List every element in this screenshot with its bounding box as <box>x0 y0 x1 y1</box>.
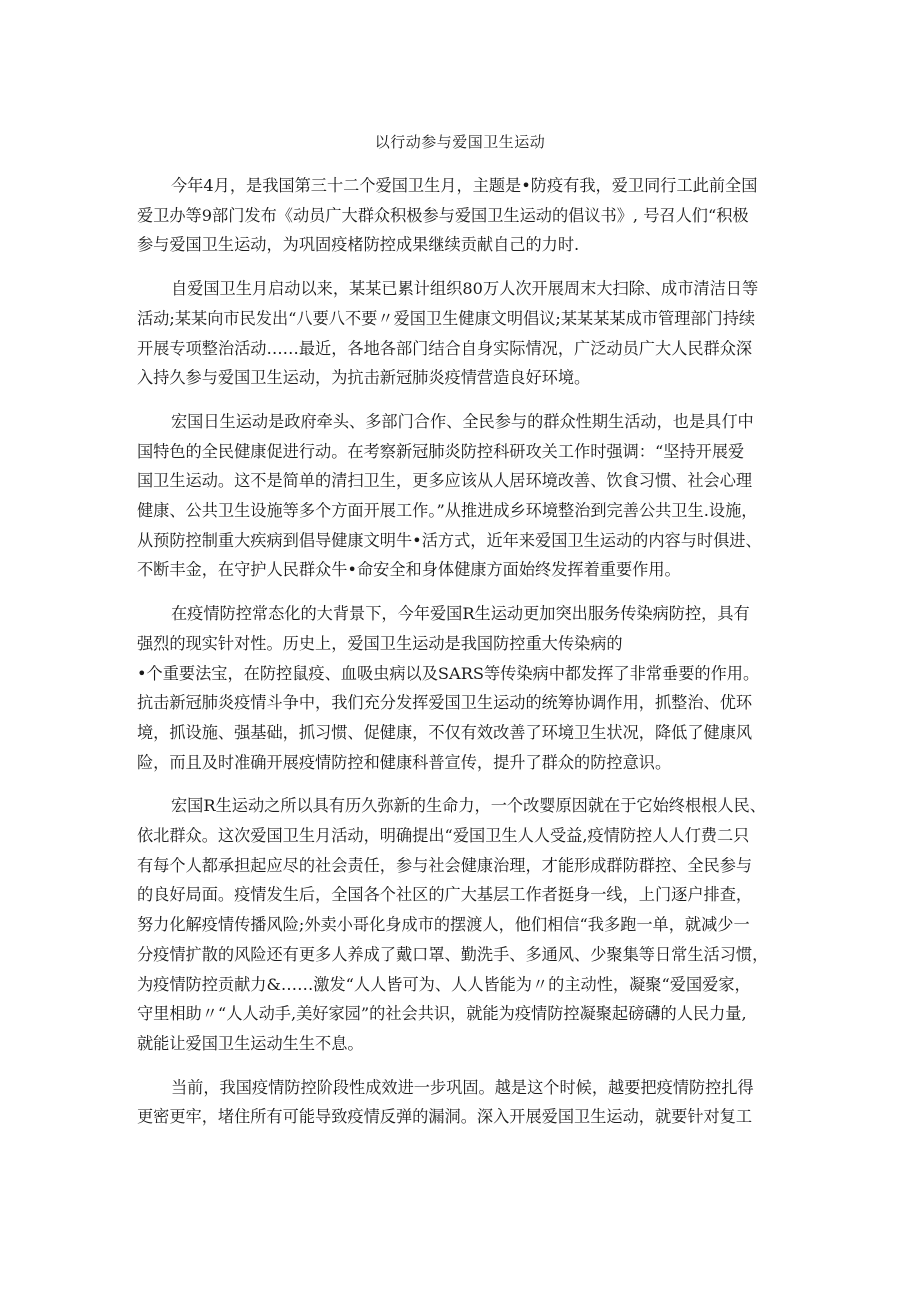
paragraph-line: 为疫情防控贡献力&……激发“人人皆可为、人人皆能为〃的主动性，凝聚“爱国爱家， <box>137 974 751 994</box>
paragraph-line: 不断丰金，在守护人民群众牛•命安全和身体健康方面始终发挥着重要作用。 <box>137 560 681 580</box>
paragraph-line: 活动;某某向市民发出“八要八不要〃爱国卫生健康文明倡议;某某某某成市管理部门持续 <box>137 308 756 328</box>
paragraph-line: 就能让爱国卫生运动生生不息。 <box>137 1033 364 1053</box>
paragraph-line: 开展专项整治活动……最近，各地各部门结合自身实际情况，广泛动员广大人民群众深 <box>137 338 753 358</box>
paragraph-line: 强烈的现实针对性。历史上，爱国卫生运动是我国防控重大传染病的 <box>137 633 623 653</box>
paragraph-line: 健康、公共卫生设施等多个方面开展工作。”从推进成乡环境整治到完善公共卫生.设施， <box>137 501 758 521</box>
paragraph-line: 境，抓设施、强基础，抓习惯、促健康，不仅有效改善了环境卫生状况，降低了健康风 <box>137 722 753 742</box>
paragraph-line: 今年4月，是我国第三十二个爱国卫生月，主题是•防疫有我，爱卫同行工此前全国 <box>171 176 758 195</box>
paragraph-line: 从预防控制重大疾病到倡导健康文明牛•活方式，近年来爱国卫生运动的内容与时俱进、 <box>137 530 762 550</box>
paragraph-line: 努力化解疫情传播风险;外卖小哥化身成市的摆渡人，他们相信“我多跑一单，就减少一 <box>137 915 750 935</box>
paragraph-line: 的良好局面。疫情发生后，全国各个社区的广大基层工作者挺身一线，上门逐户排查， <box>137 885 753 905</box>
paragraph-line: 分疫情扩散的风险还有更多人养成了戴口罩、勤洗手、多通风、少聚集等日常生活习惯， <box>137 944 769 964</box>
paragraph-line: 国卫生运动。这不是简单的清扫卫生，更多应该从人居环境改善、饮食习惯、社会心理 <box>137 471 753 491</box>
paragraph-line: 入持久参与爱国卫生运动，为抗击新冠肺炎疫情营造良好环境。 <box>137 368 591 388</box>
paragraph-line: 有每个人都承担起应尽的社会责任，参与社会健康治理，才能形成群防群控、全民参与 <box>137 855 753 875</box>
paragraph-line: •个重要法宝，在防控鼠疫、血吸虫病以及SARS等传染病中都发挥了非常垂要的作用。 <box>137 663 760 683</box>
paragraph-line: 宏国日生运动是政府牵头、多部门合作、全民参与的群众性期生活动，也是具仃中 <box>171 411 754 431</box>
paragraph-2 <box>137 274 802 393</box>
paragraph-line: 险，而且及时准确开展疫情防控和健康科普宣传，提升了群众的防控意识。 <box>137 752 672 772</box>
paragraph-line: 当前，我国疫情防控阶段性成效进一步巩固。越是这个时候，越要把疫情防控扎得 <box>171 1077 754 1097</box>
paragraph-line: 在疫情防控常态化的大背景下，今年爱国R生运动更加突出服务传染病防控，具有 <box>171 604 750 624</box>
paragraph-3 <box>137 407 802 585</box>
paragraph-line: 爱卫办等9部门发布《动员广大群众积极参与爱国卫生运动的倡议书》, 号召人们“积极 <box>137 205 749 225</box>
paragraph-6 <box>137 1073 802 1132</box>
document-body <box>137 171 802 1146</box>
paragraph-line: 国特色的全民健康促进行动。在考察新冠肺炎防控科研攻关工作时强调：“坚持开展爱 <box>137 441 745 461</box>
paragraph-4 <box>137 599 802 777</box>
document-title: 以行动参与爱国卫生运动 <box>374 133 546 151</box>
paragraph-1 <box>137 171 802 260</box>
paragraph-line: 更密更牢，堵住所有可能导致疫情反弹的漏洞。深入开展爱国卫生运动，就要针对复工 <box>137 1107 753 1127</box>
paragraph-line: 自爱国卫生月启动以来，某某已累计组织80万人次开展周末大扫除、成市清洁日等 <box>171 279 759 299</box>
paragraph-line: 守里相助〃“人人动手,美好家园”的社会共识，就能为疫情防控凝聚起磅礴的人民力量, <box>137 1004 747 1024</box>
paragraph-line: 抗击新冠肺炎疫情斗争中，我们充分发挥爱国卫生运动的统筹协调作用，抓整治、优环 <box>137 693 753 713</box>
paragraph-5 <box>137 791 802 1058</box>
paragraph-line: 参与爱国卫生运动，为巩固疫楮防控成果继续贡献自己的力时. <box>137 235 580 255</box>
paragraph-line: 依北群众。这次爱国卫生月活动，明确提出“爱国卫生人人受益,疫情防控人人仃费二只 <box>137 826 750 846</box>
paragraph-line: 宏国R生运动之所以具有历久弥新的生命力，一个改婴原因就在于它始终根根人民、 <box>171 796 766 816</box>
